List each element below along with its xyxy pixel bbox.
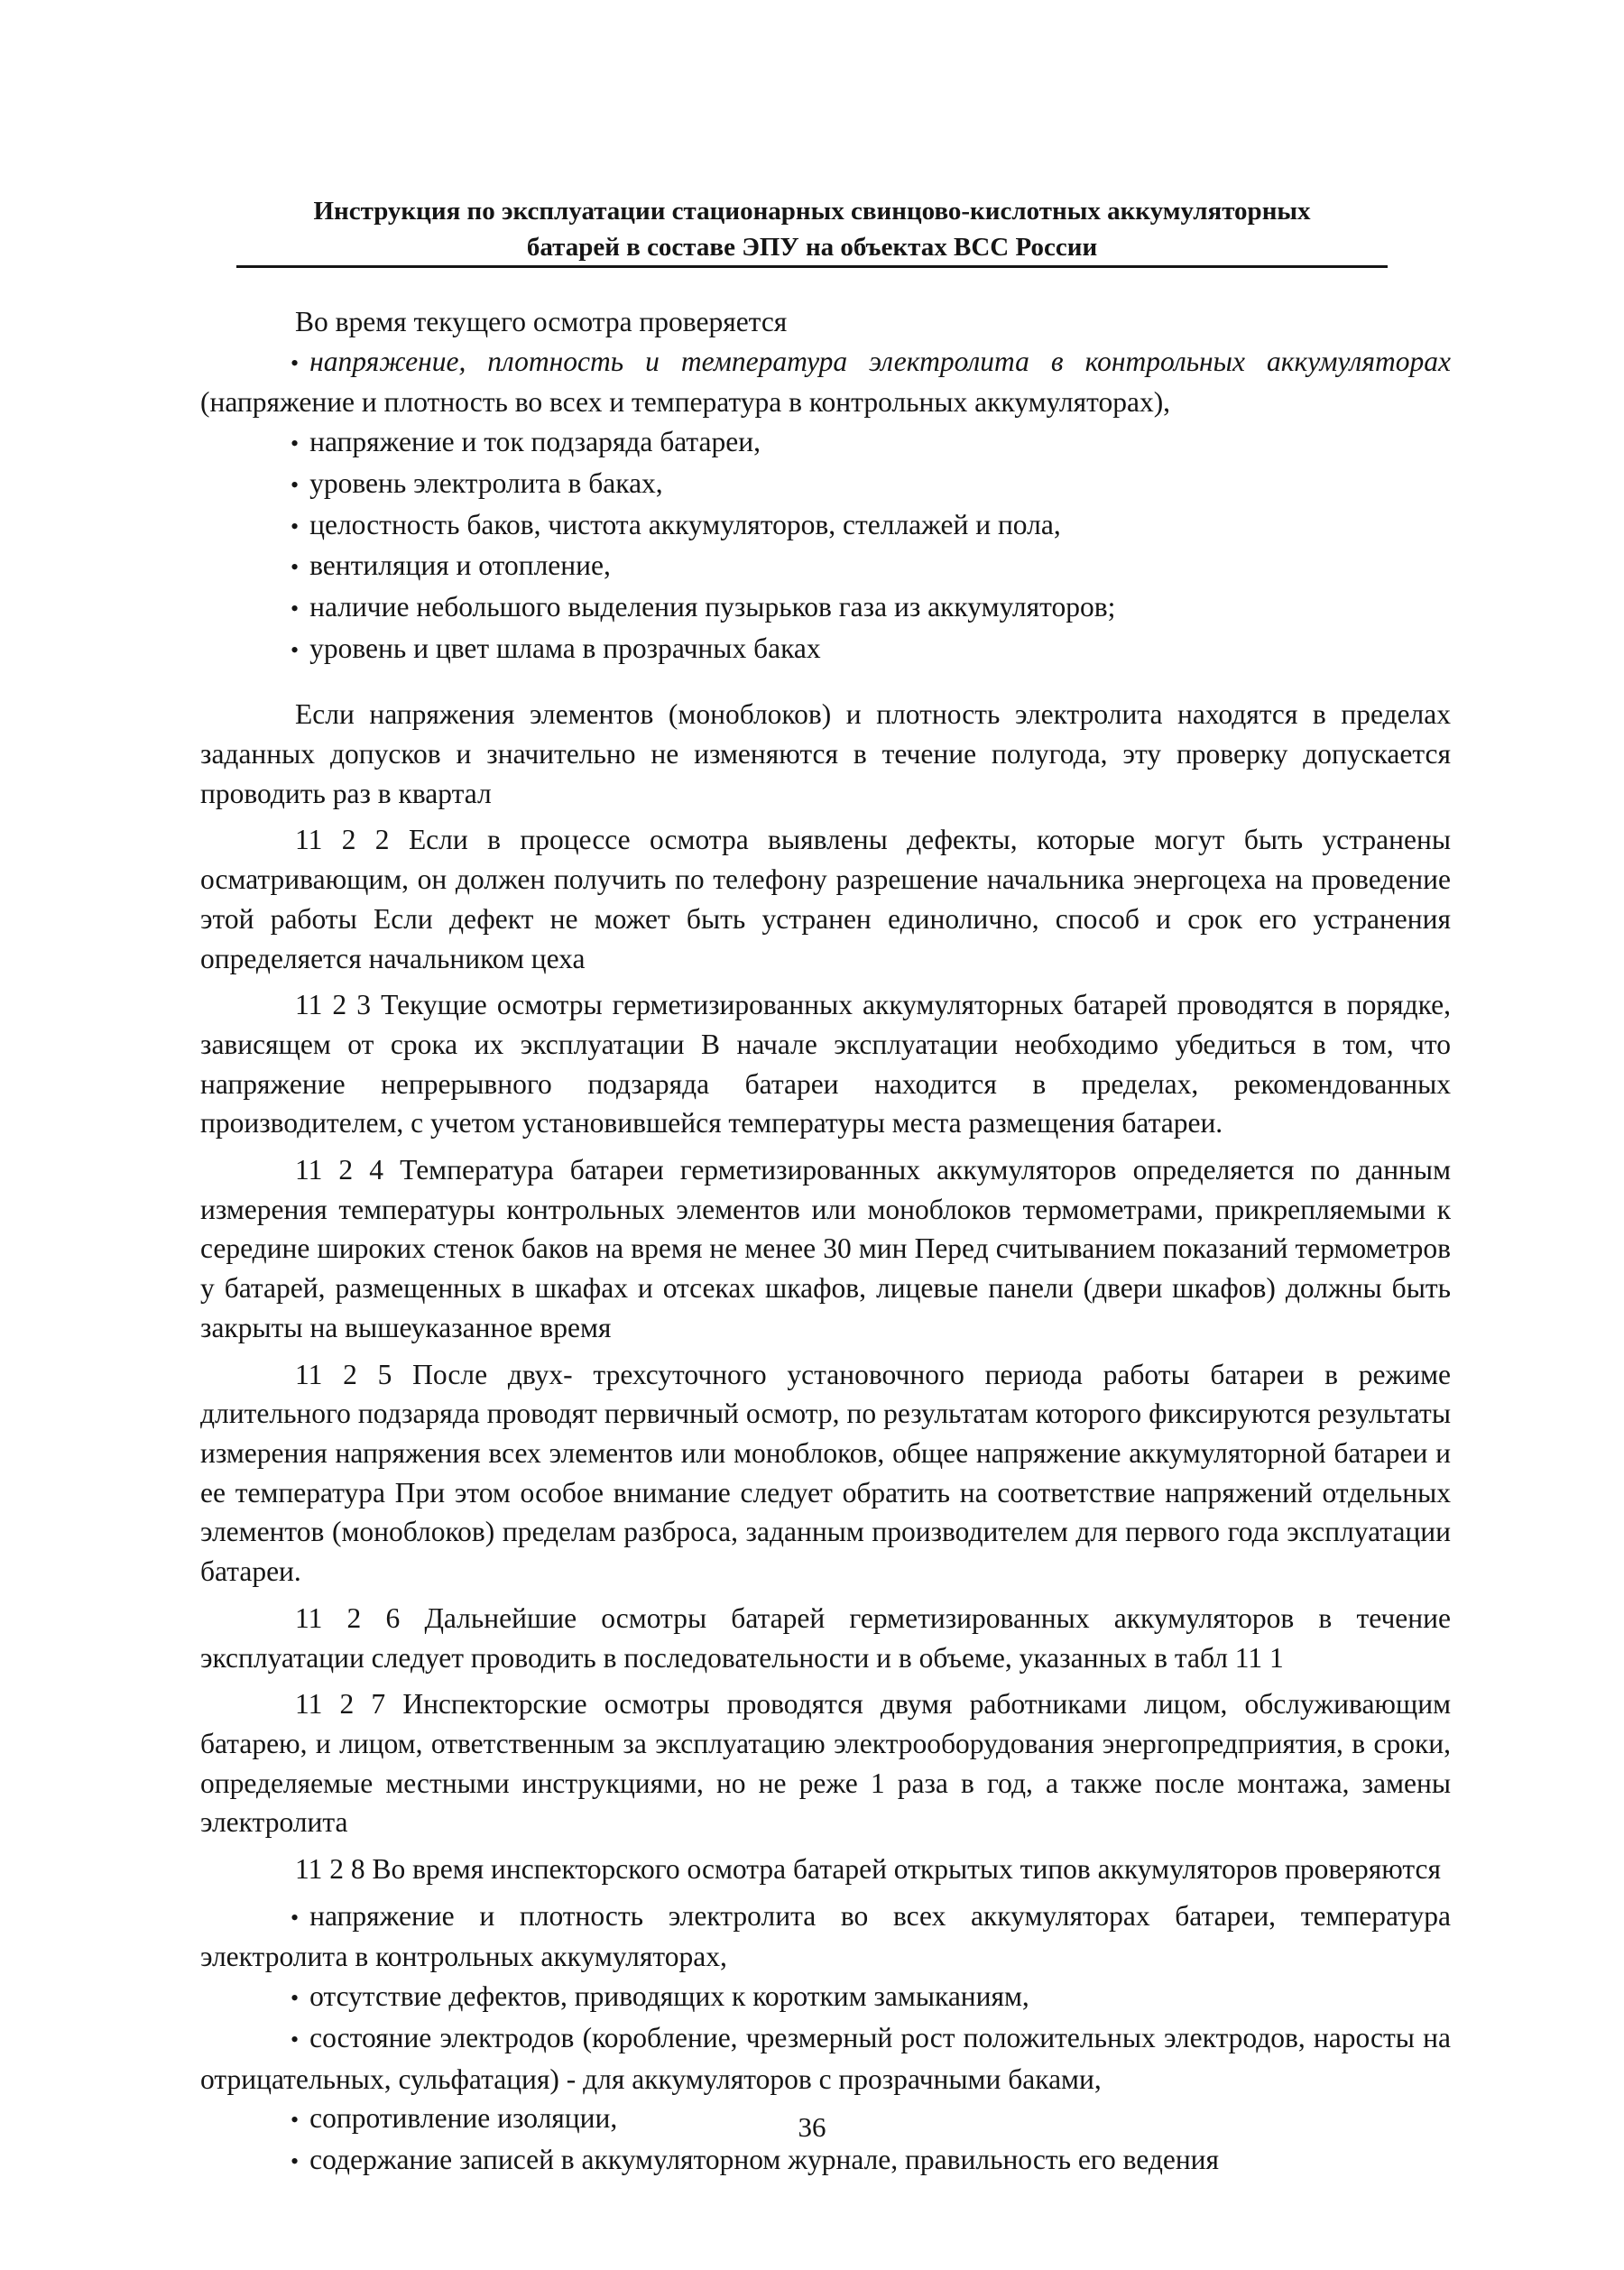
section-paragraph (200, 1355, 1451, 1592)
section-paragraph (200, 1850, 1451, 1889)
header-line-1: Инструкция по эксплуатации стационарных свинцово-кислотных аккумуляторных (313, 197, 1311, 226)
bullet-icon: • (291, 2147, 300, 2174)
check-list-1-item (200, 464, 1451, 505)
spacer (200, 1143, 1451, 1150)
bullet-icon: • (291, 554, 300, 581)
bullet-icon: • (291, 636, 300, 663)
section-number: 11 2 5 (295, 1358, 392, 1390)
section-text: Если в процессе осмотра выявлены дефекты, которые могут быть устранены осматривающим, он должен получить по телефону разрешение начальника энергоцеха на проведение этой работы Если дефект не может быть устранен единолично, способ и срок его устранения определяется начальником цеха (200, 824, 1451, 974)
header-rule (236, 265, 1388, 268)
spacer (200, 1889, 1451, 1896)
header-line-2: батарей в составе ЭПУ на объектах ВСС России (526, 233, 1098, 262)
intro-paragraph: Во время текущего осмотра проверяется (295, 306, 788, 337)
document-body (200, 302, 1451, 2182)
section-paragraph (200, 1599, 1451, 1677)
spacer (200, 1842, 1451, 1850)
check-list-1-item-text: напряжение и ток подзаряда батареи, (309, 426, 761, 458)
check-list-1-item (200, 422, 1451, 464)
bullet-icon: • (291, 2107, 300, 2134)
spacer (200, 1677, 1451, 1684)
check-list-2-item (200, 2018, 1451, 2099)
section-text: Температура батареи герметизированных аккумуляторов определяется по данным измерения температуры контрольных элементов или моноблоков термометрами, прикрепляемыми к середине широких стенок баков на время не менее 30 мин Перед считыванием показаний термометров у батарей, размещенных в шкафах и отсеках шкафов, лицевые панели (двери шкафов) должны быть закрыты на вышеуказанное время (200, 1154, 1452, 1343)
section-paragraph (200, 985, 1451, 1143)
check-list-1-item-text: вентиляция и отопление, (309, 549, 611, 582)
check-list-1-item (200, 629, 1451, 670)
section-number: 11 2 2 (295, 824, 390, 856)
check-list-2-item-text: напряжение и плотность электролита во всех аккумуляторах батареи, температура электролита в контрольных аккумуляторах, (200, 1899, 1451, 1973)
section-paragraph (200, 1684, 1451, 1842)
check-list-2-item-text: отсутствие дефектов, приводящих к коротким замыканиям, (309, 1980, 1029, 2013)
section-number: 11 2 6 (295, 1601, 401, 1634)
section-text: После двух- трехсуточного установочного периода работы батареи в режиме длительного подзаряда проводят первичный осмотр, по результатам которого фиксируются результаты измерения напряжения всех элементов или моноблоков, общее напряжение аккумуляторной батареи и ее температура При этом особое внимание следует обратить на соответствие напряжений отдельных элементов (моноблоков) пределам разброса, заданным производителем для первого года эксплуатации батареи. (200, 1358, 1451, 1588)
check-list-1-item-italic: напряжение, плотность и температура электролита в контрольных аккумуляторах (309, 345, 1451, 377)
bullet-icon: • (291, 471, 300, 498)
section-paragraph (200, 820, 1451, 978)
check-list-2-item-text: сопротивление изоляции, (309, 2102, 618, 2135)
check-list-1-item (200, 587, 1451, 629)
check-list-1-item (200, 342, 1451, 422)
check-list-2-item-text: состояние электродов (коробление, чрезмерный рост положительных электродов, наросты на отрицательных, сульфатация) - для аккумуляторов с прозрачными баками, (200, 2021, 1451, 2095)
check-list-2-item (200, 1896, 1451, 1977)
bullet-icon: • (291, 595, 300, 622)
bullet-icon: • (291, 512, 300, 540)
check-list-2-item-text: содержание записей в аккумуляторном журнале, правильность его ведения (309, 2143, 1220, 2175)
check-list-1-item (200, 505, 1451, 547)
quarterly-paragraph: Если напряжения элементов (моноблоков) и плотность электролита находятся в пределах заданных допусков и значительно не изменяются в течение полугода, эту проверку допускается проводить раз в квартал (200, 698, 1451, 809)
section-text: Дальнейшие осмотры батарей герметизированных аккумуляторов в течение эксплуатации следует проводить в последовательности и в объеме, указанных в табл 11 1 (200, 1601, 1451, 1674)
spacer (200, 813, 1451, 820)
running-header (244, 193, 1380, 265)
section-number: 11 2 3 (295, 989, 371, 1021)
spacer (200, 1348, 1451, 1355)
section-paragraph (200, 1150, 1451, 1348)
section-text: Во время инспекторского осмотра батарей открытых типов аккумуляторов проверяются (372, 1853, 1441, 1886)
spacer (200, 1592, 1451, 1599)
spacer (200, 669, 1451, 695)
bullet-icon: • (291, 2025, 300, 2053)
check-list-2-item (200, 2140, 1451, 2182)
check-list-2-item (200, 1977, 1451, 2018)
bullet-icon: • (291, 1904, 300, 1931)
section-number: 11 2 8 (295, 1853, 365, 1886)
spacer (200, 978, 1451, 985)
check-list-1-item-text: целостность баков, чистота аккумуляторов, стеллажей и пола, (309, 508, 1061, 540)
check-list-1-item (200, 546, 1451, 587)
check-list-1-item-text: наличие небольшого выделения пузырьков газа из аккумуляторов; (309, 590, 1116, 623)
page-number: 36 (798, 2111, 826, 2143)
bullet-icon: • (291, 349, 300, 376)
check-list-1-item-text: уровень электролита в баках, (309, 466, 663, 499)
check-list-1-item-rest: (напряжение и плотность во всех и температура в контрольных аккумуляторах), (200, 386, 1171, 419)
section-text: Инспекторские осмотры проводятся двумя работниками лицом, обслуживающим батарею, и лицом, ответственным за эксплуатацию электрооборудования энергопредприятия, в сроки, определяемые местными инструкциями, но не реже 1 раза в год, а также после монтажа, замены электролита (200, 1688, 1452, 1839)
check-list-1-item-text: уровень и цвет шлама в прозрачных баках (309, 632, 821, 664)
section-text: Текущие осмотры герметизированных аккумуляторных батарей проводятся в порядке, зависящем от срока их эксплуатации В начале эксплуатации необходимо убедиться в том, что напряжение непрерывного подзаряда батареи находится в пределах, рекомендованных производителем, с учетом установившейся температуры места размещения батареи. (200, 989, 1451, 1140)
section-number: 11 2 7 (295, 1688, 386, 1721)
bullet-icon: • (291, 430, 300, 457)
section-number: 11 2 4 (295, 1154, 384, 1186)
bullet-icon: • (291, 1985, 300, 2012)
